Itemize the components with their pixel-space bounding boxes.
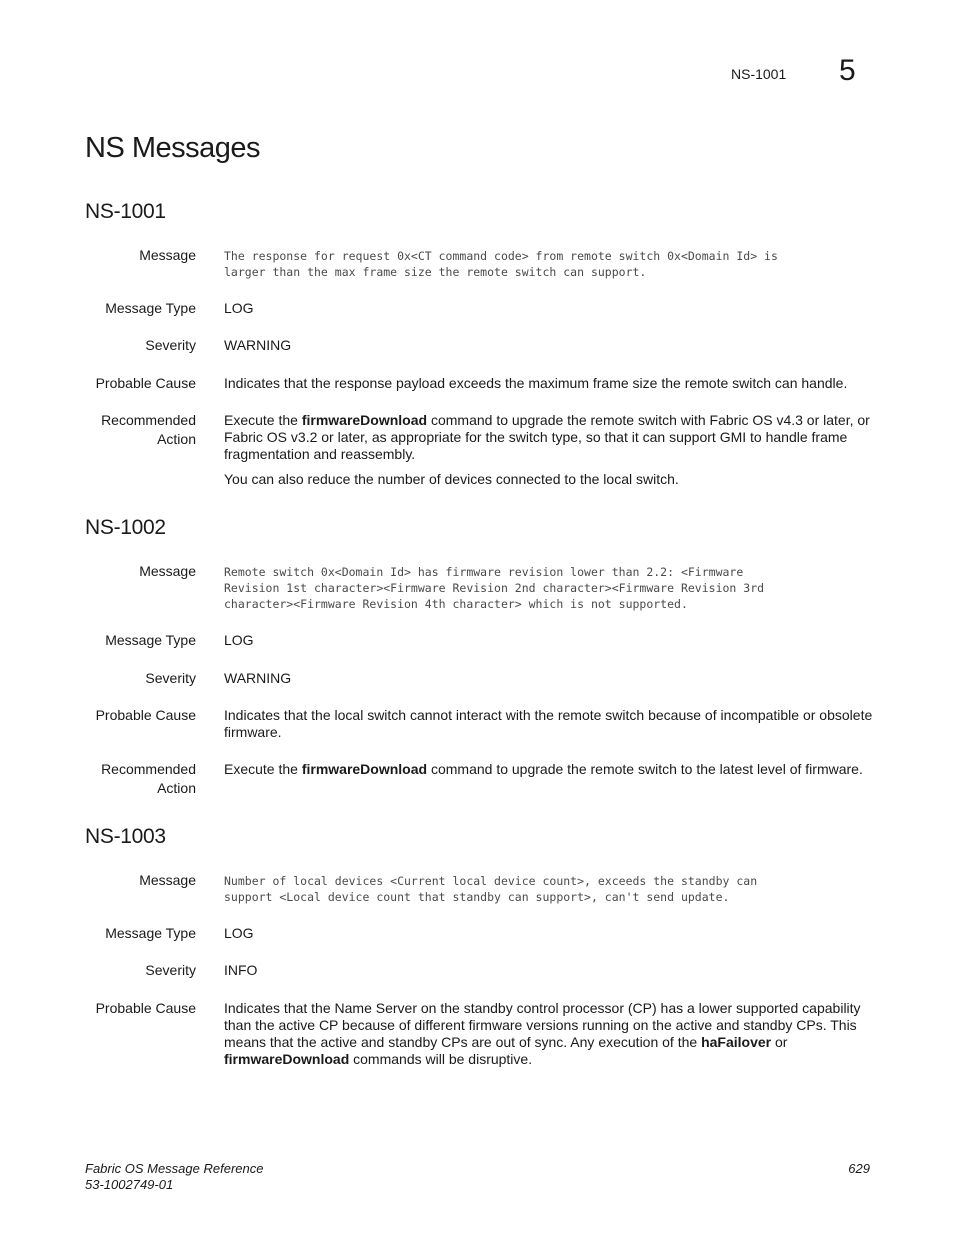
recommended-action-label: Recommended Action [101,761,196,796]
footer-doc-number: 53-1002749-01 [85,1177,174,1192]
probable-cause-label: Probable Cause [95,375,196,391]
message-type-value: LOG [224,925,254,941]
message-type-label: Message Type [105,925,196,941]
command-name: firmwareDownload [301,412,428,428]
chapter-number: 5 [839,54,856,87]
message-type-label: Message Type [105,632,196,648]
message-label: Message [139,872,196,888]
recommended-action-label: Recommended Action [101,412,196,447]
probable-cause-text: Indicates that the local switch cannot interact with the remote switch because of incompatible or obsolete firmware. [224,707,873,740]
page-number: 629 [848,1161,870,1176]
probable-cause-text: Indicates that the Name Server on the standby control processor (CP) has a lower supported capability than the active CP because of different firmware versions running on the active and standby CPs. This means that the active and standby CPs are out of sync. Any execution of the haFailover or firmwareDownload commands will be disruptive. [224,1000,861,1067]
message-label: Message [139,563,196,579]
severity-value: WARNING [224,337,292,353]
message-text: The response for request 0x<CT command code> from remote switch 0x<Domain Id> is larger than the max frame size the remote switch can support. [224,249,778,279]
section-heading-ns-1001: NS-1001 [85,200,166,223]
message-text: Remote switch 0x<Domain Id> has firmware revision lower than 2.2: <Firmware Revision 1st character><Firmware Revision 2nd character><Firmware Revision 3rd character><Firmware Revision 4th character> which is not supported. [224,565,765,611]
recommended-action-text: Execute the firmwareDownload command to upgrade the remote switch to the latest level of firmware. [224,761,863,777]
severity-value: WARNING [224,670,292,686]
severity-label: Severity [145,962,196,978]
message-type-value: LOG [224,632,254,648]
running-header-label: NS-1001 [731,66,787,82]
message-type-value: LOG [224,300,254,316]
command-name: haFailover [701,1034,772,1050]
severity-label: Severity [145,670,196,686]
message-text: Number of local devices <Current local device count>, exceeds the standby can support <Local device count that standby can support>, can't send update. [224,874,758,904]
severity-value: INFO [224,962,258,978]
probable-cause-text: Indicates that the response payload exceeds the maximum frame size the remote switch can handle. [224,375,848,391]
probable-cause-label: Probable Cause [95,707,196,723]
footer-document-info [85,1161,263,1193]
section-heading-ns-1002: NS-1002 [85,516,166,539]
message-type-label: Message Type [105,300,196,316]
command-name: firmwareDownload [224,1051,350,1067]
command-name: firmwareDownload [301,761,428,777]
recommended-action-text: Execute the firmwareDownload command to upgrade the remote switch with Fabric OS v4.3 or later, or Fabric OS v3.2 or later, as appropriate for the switch type, so that it can support GMI to handle frame fragmentation and reassembly. [224,412,870,462]
page-title: NS Messages [85,132,261,164]
section-heading-ns-1003: NS-1003 [85,825,166,848]
recommended-action-note: You can also reduce the number of devices connected to the local switch. [224,471,679,487]
probable-cause-label: Probable Cause [95,1000,196,1016]
footer-doc-title: Fabric OS Message Reference [85,1161,264,1176]
severity-label: Severity [145,337,196,353]
message-label: Message [139,247,196,263]
